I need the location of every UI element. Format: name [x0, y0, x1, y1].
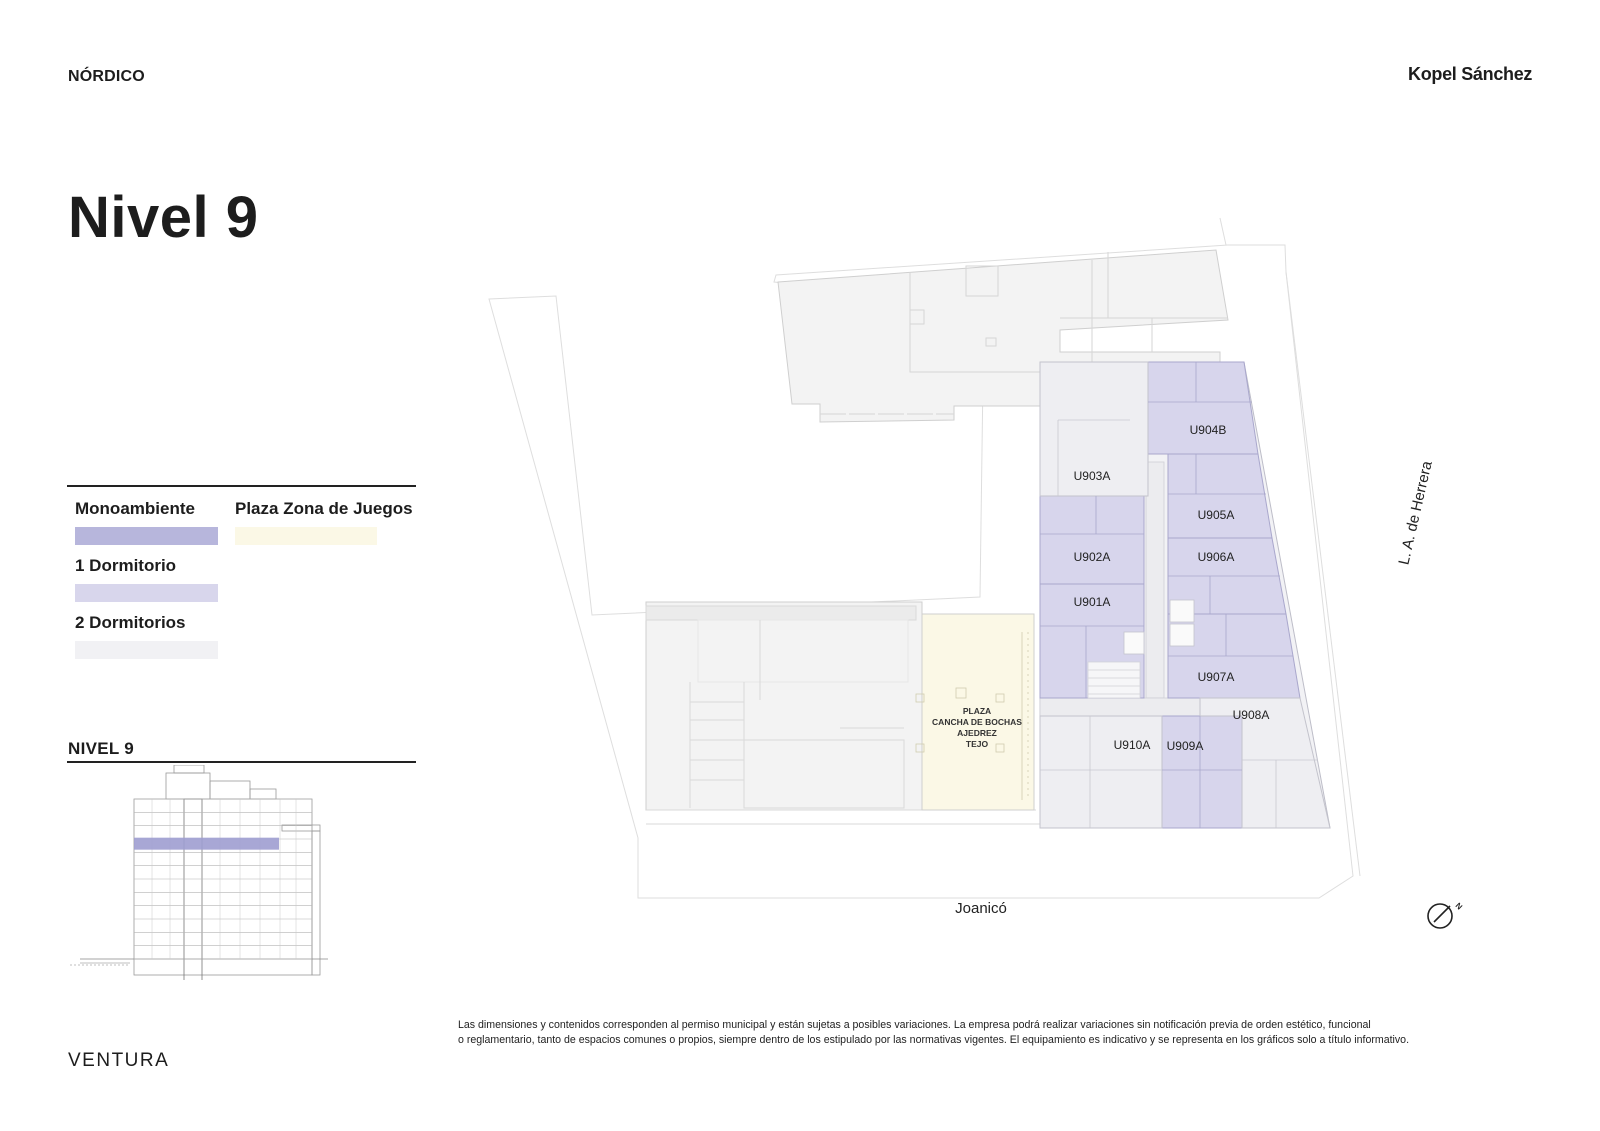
section-label: NIVEL 9: [68, 739, 135, 758]
street-label-east: L. A. de Herrera: [1395, 459, 1436, 567]
plaza-label-4: TEJO: [965, 739, 989, 749]
unit-u902a: [1040, 496, 1144, 584]
legend-label-plaza: Plaza Zona de Juegos: [235, 499, 413, 518]
unit-label-u905a: U905A: [1197, 508, 1235, 522]
unit-label-u908a: U908A: [1232, 708, 1270, 722]
unit-label-u910a: U910A: [1113, 738, 1151, 752]
north-arrow-icon: [1428, 904, 1452, 928]
unit-label-u903a: U903A: [1073, 469, 1111, 483]
legend-label-2-dormitorios: 2 Dormitorios: [75, 613, 186, 632]
project-logo: NÓRDICO: [68, 68, 145, 85]
legend-label-monoambiente: Monoambiente: [75, 499, 195, 518]
street-label-south: Joanicó: [955, 900, 1007, 917]
unit-label-u907a: U907A: [1197, 670, 1235, 684]
unit-label-u902a: U902A: [1073, 550, 1111, 564]
architect-logo: Kopel Sánchez: [1408, 64, 1533, 84]
north-label: N: [1453, 901, 1465, 912]
unit-u909a: [1162, 716, 1242, 828]
disclaimer-line-1: Las dimensiones y contenidos corresponden al permiso municipal y están sujetas a posibles variaciones. La empresa podrá realizar variaciones sin notificación previa de orden estético, funcional: [458, 1019, 1371, 1031]
page-title: Nivel 9: [68, 185, 259, 250]
garage-block: [646, 602, 922, 810]
unit-label-u909a: U909A: [1166, 739, 1204, 753]
legend-label-1-dormitorio: 1 Dormitorio: [75, 556, 177, 575]
unit-u910a: [1040, 716, 1162, 828]
disclaimer: [458, 1018, 1518, 1048]
plaza-label-3: AJEDREZ: [957, 728, 997, 738]
developer-logo: VENTURA: [68, 1050, 170, 1071]
disclaimer-line-2: o reglamentario, tanto de espacios comunes o propios, siempre dentro de los estipulado por las normativas vigentes. El equipamiento es indicativo y se representa en los gráficos solo a título informativo.: [458, 1034, 1410, 1046]
plaza-label-2: CANCHA DE BOCHAS: [932, 717, 1022, 727]
unit-label-u906a: U906A: [1197, 550, 1235, 564]
unit-u905a: [1168, 454, 1272, 538]
plaza-label-1: PLAZA: [962, 706, 992, 716]
unit-u904b: [1148, 362, 1258, 454]
corridor: [1146, 462, 1164, 698]
unit-label-u901a: U901A: [1073, 595, 1111, 609]
unit-label-u904b: U904B: [1189, 423, 1227, 437]
